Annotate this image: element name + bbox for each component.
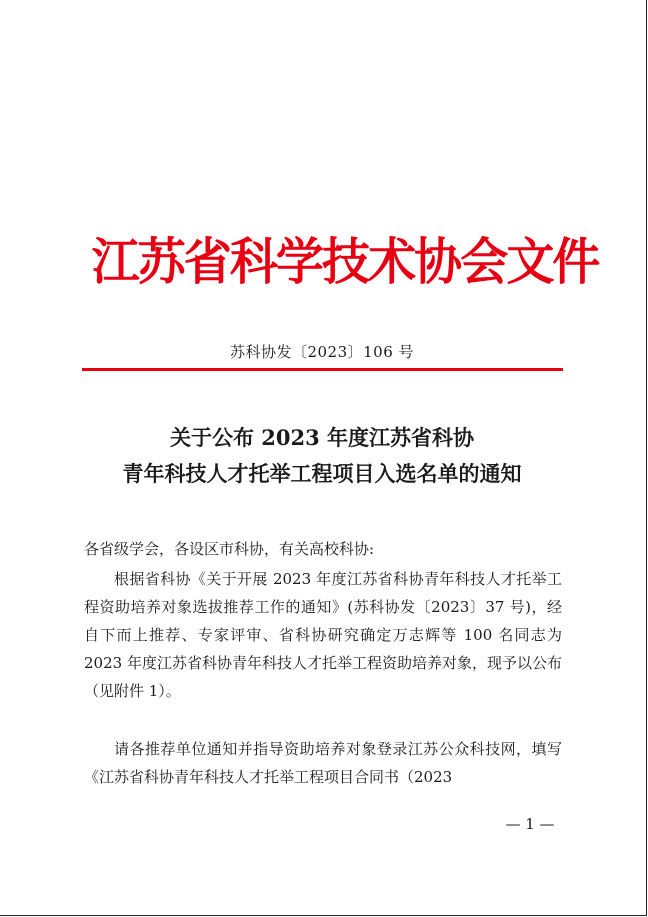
document-masthead: 江苏省科学技术协会文件 — [91, 233, 599, 291]
salutation: 各省级学会，各设区市科协，有关高校科协: — [84, 540, 375, 558]
page-number: — 1 — — [505, 815, 555, 833]
body-paragraph-1: 根据省科协《关于开展 2023 年度江苏省科协青年科技人才托举工程资助培养对象选拔推荐工作的通知》(苏科协发〔2023〕37 号)，经自下而上推荐、专家评审、省科协研究确定万志辉等 100 名同志为 2023 年度江苏省科协青年科技人才托举工程资助培养对象，现予以公布（见附件 1）。 — [84, 570, 562, 700]
red-divider-line — [82, 368, 563, 371]
notice-title-line-1: 关于公布 2023 年度江苏省科协 — [169, 425, 475, 450]
body-paragraph-2: 请各推荐单位通知并指导资助培养对象登录江苏公众科技网，填写《江苏省科协青年科技人才托举工程项目合同书（2023 — [84, 740, 562, 786]
document-number: 苏科协发〔2023〕106 号 — [229, 343, 415, 361]
notice-title-line-2: 青年科技人才托举工程项目入选名单的通知 — [122, 461, 522, 486]
